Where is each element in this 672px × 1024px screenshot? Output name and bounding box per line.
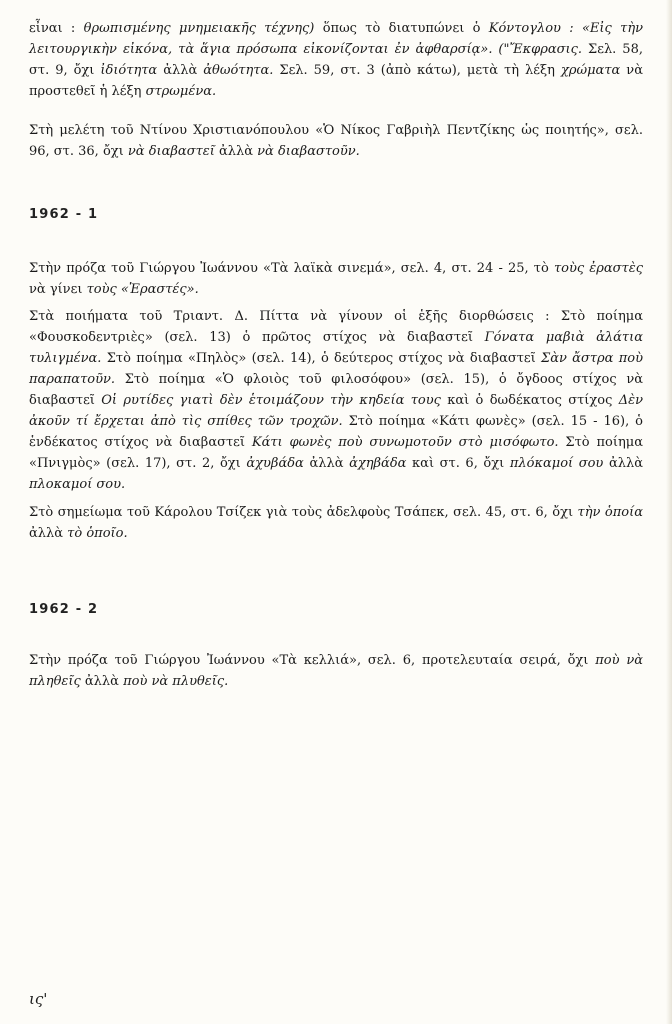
text-run: νὰ προστεθεῖ ἡ λέξη <box>29 63 643 99</box>
italic-run: ἀχυβάδα <box>246 456 304 471</box>
italic-run: τὸ ὁποῖο. <box>67 526 128 541</box>
italic-run: Δὲν ἀκοῦν τί ἔρχεται ἀπὸ τὶς σπίθες τῶν τροχῶν. <box>29 393 643 429</box>
italic-run: πλόκαμοί σου <box>509 456 604 471</box>
text-run: ἀλλὰ <box>29 526 68 541</box>
section-heading-1962-2: 1962 - 2 <box>29 602 99 617</box>
italic-run: ἀθωότητα. <box>203 63 274 78</box>
text-run: Στὰ ποιήματα τοῦ Τριαντ. Δ. Πίττα νὰ γίνουν οἱ ἑξῆς διορθώσεις : Στὸ ποίημα «Φουσκοδεντριὲς» (σελ. 13) ὁ πρῶτος στίχος νὰ διαβαστεῖ <box>29 309 643 345</box>
text-run: ὅπως τὸ διατυπώνει ὁ <box>314 21 489 36</box>
italic-run: Γόνατα μαβιὰ ἀλάτια τυλιγμένα. <box>29 330 643 366</box>
intro-paragraph-2 <box>29 120 643 162</box>
italic-run: νὰ διαβαστοῦν. <box>257 144 360 159</box>
text-run: Στὴν πρόζα τοῦ Γιώργου Ἰωάννου «Τὰ λαϊκὰ σινεμά», σελ. 4, στ. 24 - 25, τὸ <box>29 261 554 276</box>
section1-paragraph-3 <box>29 502 643 544</box>
text-run: Στὸ ποίημα «Κάτι φωνὲς» (σελ. 15 - 16), ὁ ἑνδέκατος στίχος νὰ διαβαστεῖ <box>29 414 643 450</box>
text-run: ἀλλὰ <box>214 144 258 159</box>
text-run: Σελ. 58, στ. 9, ὄχι <box>29 42 643 78</box>
italic-run: Σὰν ἄστρα ποὺ παραπατοῦν. <box>29 351 643 387</box>
italic-run: τὴν ὁποία <box>577 505 643 520</box>
text-run: Στὸ ποίημα «Πνιγμὸς» (σελ. 17), στ. 2, ὄχι <box>29 435 643 471</box>
italic-run: Κάτι φωνὲς ποὺ συνωμοτοῦν στὸ μισόφωτο. <box>251 435 559 450</box>
text-run: Στὸ ποίημα «Ὁ φλοιὸς τοῦ φιλοσόφου» (σελ. 15), ὁ ὄγδοος στίχος νὰ διαβαστεῖ <box>29 372 643 408</box>
section1-paragraph-2 <box>29 306 643 495</box>
italic-run: θρωπισμένης μνημειακῆς τέχνης) <box>83 21 315 36</box>
intro-paragraph-1 <box>29 18 643 102</box>
italic-run: ποὺ νὰ πληθεῖς <box>29 653 644 689</box>
text-run: ἀλλὰ <box>303 456 350 471</box>
text-run: καὶ στ. 6, ὄχι <box>406 456 510 471</box>
italic-run: Οἱ ρυτίδες γιατὶ δὲν ἑτοιμάζουν τὴν κηδεία τους <box>101 393 441 408</box>
italic-run: Κόντογλου : «Εἰς τὴν λειτουργικὴν εἰκόνα, τὰ ἅγια πρόσωπα εἰκονίζονται ἐν ἀφθαρσίᾳ». ("Ἔκφρασις. <box>29 21 644 57</box>
section1-paragraph-1 <box>29 258 643 300</box>
text-run: ἀλλὰ <box>157 63 204 78</box>
page-number: ις' <box>29 990 48 1008</box>
text-run: καὶ ὁ δωδέκατος στίχος <box>440 393 619 408</box>
text-run: Σελ. 59, στ. 3 (ἀπὸ κάτω), μετὰ τὴ λέξη <box>273 63 561 78</box>
section2-paragraph-1 <box>29 650 643 692</box>
page-edge-shadow <box>666 0 672 1024</box>
italic-run: στρωμένα. <box>145 84 217 99</box>
text-run: ἀλλὰ <box>80 674 124 689</box>
text-run: Στὴ μελέτη τοῦ Ντίνου Χριστιανόπουλου «Ὁ Νίκος Γαβριὴλ Πεντζίκης ὡς ποιητής», σελ. 96, στ. 36, ὄχι <box>29 123 643 159</box>
italic-run: πλοκαμοί σου. <box>29 477 126 492</box>
italic-run: τοὺς «Ἐραστές». <box>86 282 199 297</box>
section-heading-1962-1: 1962 - 1 <box>29 207 99 222</box>
text-run: Στὸ ποίημα «Πηλὸς» (σελ. 14), ὁ δεύτερος στίχος νὰ διαβαστεῖ <box>101 351 542 366</box>
text-run: εἶναι : <box>29 21 84 36</box>
italic-run: ἀχηβάδα <box>349 456 407 471</box>
italic-run: χρώματα <box>560 63 621 78</box>
text-run: Στὴν πρόζα τοῦ Γιώργου Ἰωάννου «Τὰ κελλιά», σελ. 6, προτελευταία σειρά, ὄχι <box>29 653 596 668</box>
italic-run: ποὺ νὰ πλυθεῖς. <box>123 674 229 689</box>
italic-run: ἰδιότητα <box>100 63 158 78</box>
italic-run: νὰ διαβαστεῖ <box>127 144 215 159</box>
italic-run: τοὺς ἐραστὲς <box>553 261 643 276</box>
text-run: νὰ γίνει <box>29 282 87 297</box>
text-run: Στὸ σημείωμα τοῦ Κάρολου Τσίζεκ γιὰ τοὺς ἀδελφοὺς Τσάπεκ, σελ. 45, στ. 6, ὄχι <box>29 505 578 520</box>
text-run: ἀλλὰ <box>603 456 643 471</box>
